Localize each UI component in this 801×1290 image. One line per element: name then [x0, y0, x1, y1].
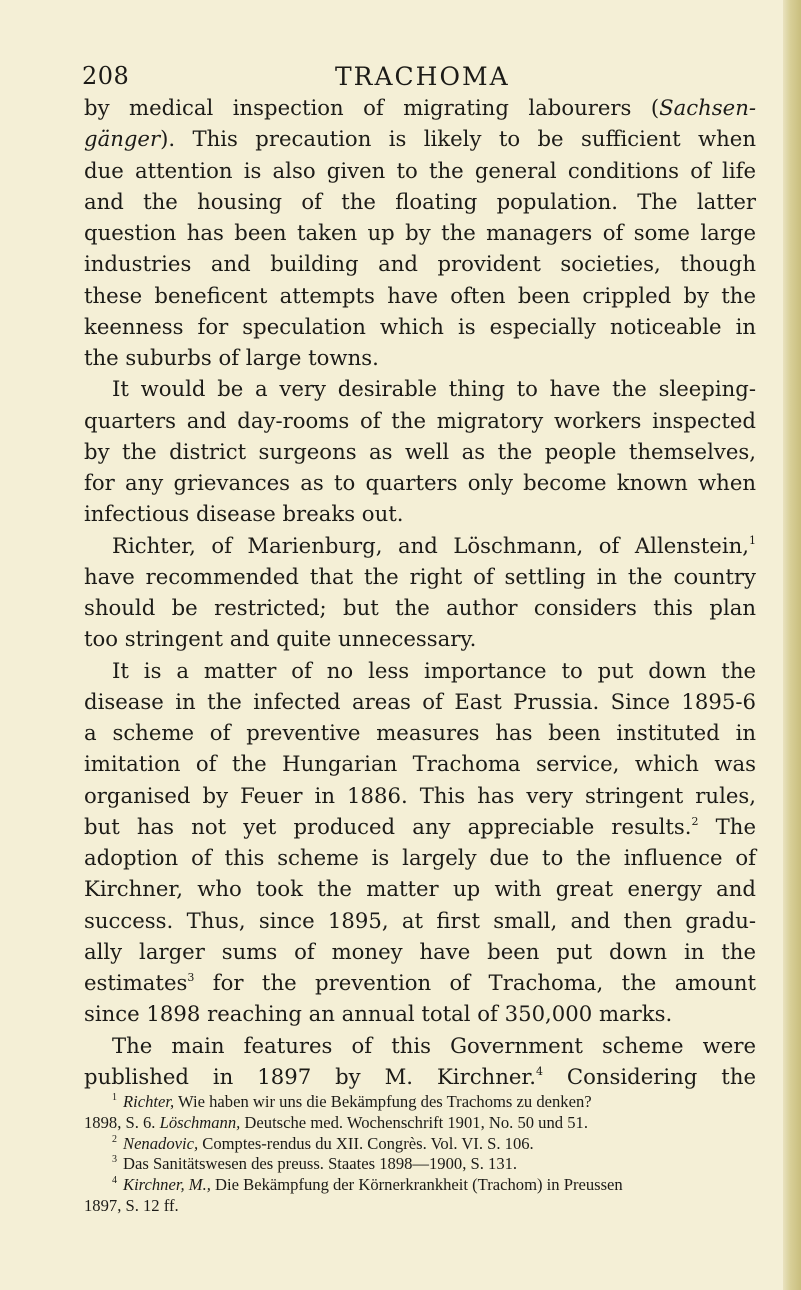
- text-line: by medical inspection of migrating labourers (Sachsen-: [84, 95, 756, 120]
- text-line: but has not yet produced any appreciable results.$^2$ The: [84, 813, 756, 839]
- footnotes: [84, 1092, 756, 1217]
- body-text: [84, 92, 756, 1092]
- text-line: ally larger sums of money have been put down in the: [84, 938, 756, 964]
- text-line: industries and building and provident societies, though: [84, 251, 756, 277]
- text-line: organised by Feuer in 1886. This has very stringent rules,: [84, 782, 756, 808]
- text-line: Kirchner, who took the matter up with great energy and: [84, 876, 756, 902]
- footnote-4-cont: 1897, S. 12 ff.: [84, 1195, 179, 1215]
- text-line: infectious disease breaks out.: [84, 501, 404, 527]
- text-line: published in 1897 by M. Kirchner.$^4$ Considering the: [84, 1063, 756, 1089]
- footnote-marker: 4: [112, 1175, 117, 1187]
- text-line: a scheme of preventive measures has been instituted in: [84, 720, 756, 745]
- text-line: imitation of the Hungarian Trachoma service, which was: [84, 751, 756, 777]
- page-number: 208: [82, 62, 130, 90]
- text-line: too stringent and quite unnecessary.: [84, 626, 477, 652]
- text-line: estimates$^3$ for the prevention of Trachoma, the amount: [84, 970, 756, 995]
- footnote-ref: 3: [187, 971, 195, 984]
- footnote-ref: 2: [691, 814, 699, 828]
- footnote-marker: 2: [112, 1133, 117, 1145]
- text-line: these beneficent attempts have often been crippled by the: [84, 282, 756, 308]
- footnote-marker: 3: [112, 1154, 117, 1166]
- text-line: keenness for speculation which is especially noticeable in: [84, 313, 756, 339]
- text-line: question has been taken up by the managers of some large: [84, 220, 756, 245]
- text-line: The main features of this Government scheme were: [112, 1032, 756, 1058]
- text-line: gänger). This precaution is likely to be sufficient when: [84, 126, 756, 152]
- page-edge-shadow: [783, 0, 801, 1290]
- text-line: the suburbs of large towns.: [84, 345, 379, 370]
- text-line: for any grievances as to quarters only become known when: [84, 470, 756, 495]
- text-line: since 1898 reaching an annual total of 350,000 marks.: [84, 1001, 673, 1027]
- footnote-ref: 4: [535, 1064, 543, 1078]
- text-line: should be restricted; but the author considers this plan: [84, 595, 756, 620]
- footnote-3: $^3$ Das Sanitätswesen des preuss. Staates 1898—1900, S. 131.: [112, 1154, 518, 1174]
- text-line: and the housing of the floating population. The latter: [84, 188, 756, 214]
- text-line: Richter, of Marienburg, and Löschmann, of Allenstein,$^1$: [112, 532, 756, 558]
- footnote-marker: 1: [112, 1092, 117, 1103]
- running-head: TRACHOMA: [335, 62, 510, 91]
- footnote-ref: 1: [749, 533, 756, 547]
- text-line: It would be a very desirable thing to have the sleeping-: [112, 376, 756, 402]
- text-line: success. Thus, since 1895, at first small, and then gradu-: [84, 907, 756, 933]
- footnote-1-cont: 1898, S. 6. Löschmann, Deutsche med. Wochenschrift 1901, No. 50 und 51.: [84, 1112, 588, 1132]
- text-line: adoption of this scheme is largely due to the influence of: [84, 845, 756, 870]
- footnote-4: $^4$ Kirchner, M., Die Bekämpfung der Körnerkrankheit (Trachom) in Preussen: [112, 1175, 623, 1195]
- text-line: quarters and day-rooms of the migratory workers inspected: [84, 407, 756, 433]
- footnote-1: $^1$ Richter, Wie haben wir uns die Bekämpfung des Trachoms zu denken?: [112, 1092, 592, 1111]
- text-line: by the district surgeons as well as the people themselves,: [84, 438, 756, 464]
- text-line: due attention is also given to the general conditions of life: [84, 157, 756, 183]
- text-line: It is a matter of no less importance to put down the: [112, 657, 756, 683]
- text-line: disease in the infected areas of East Prussia. Since 1895-6: [84, 688, 756, 714]
- footnote-2: $^2$ Nenadovic, Comptes-rendus du XII. Congrès. Vol. VI. S. 106.: [112, 1133, 534, 1153]
- text-line: have recommended that the right of settling in the country: [84, 563, 756, 589]
